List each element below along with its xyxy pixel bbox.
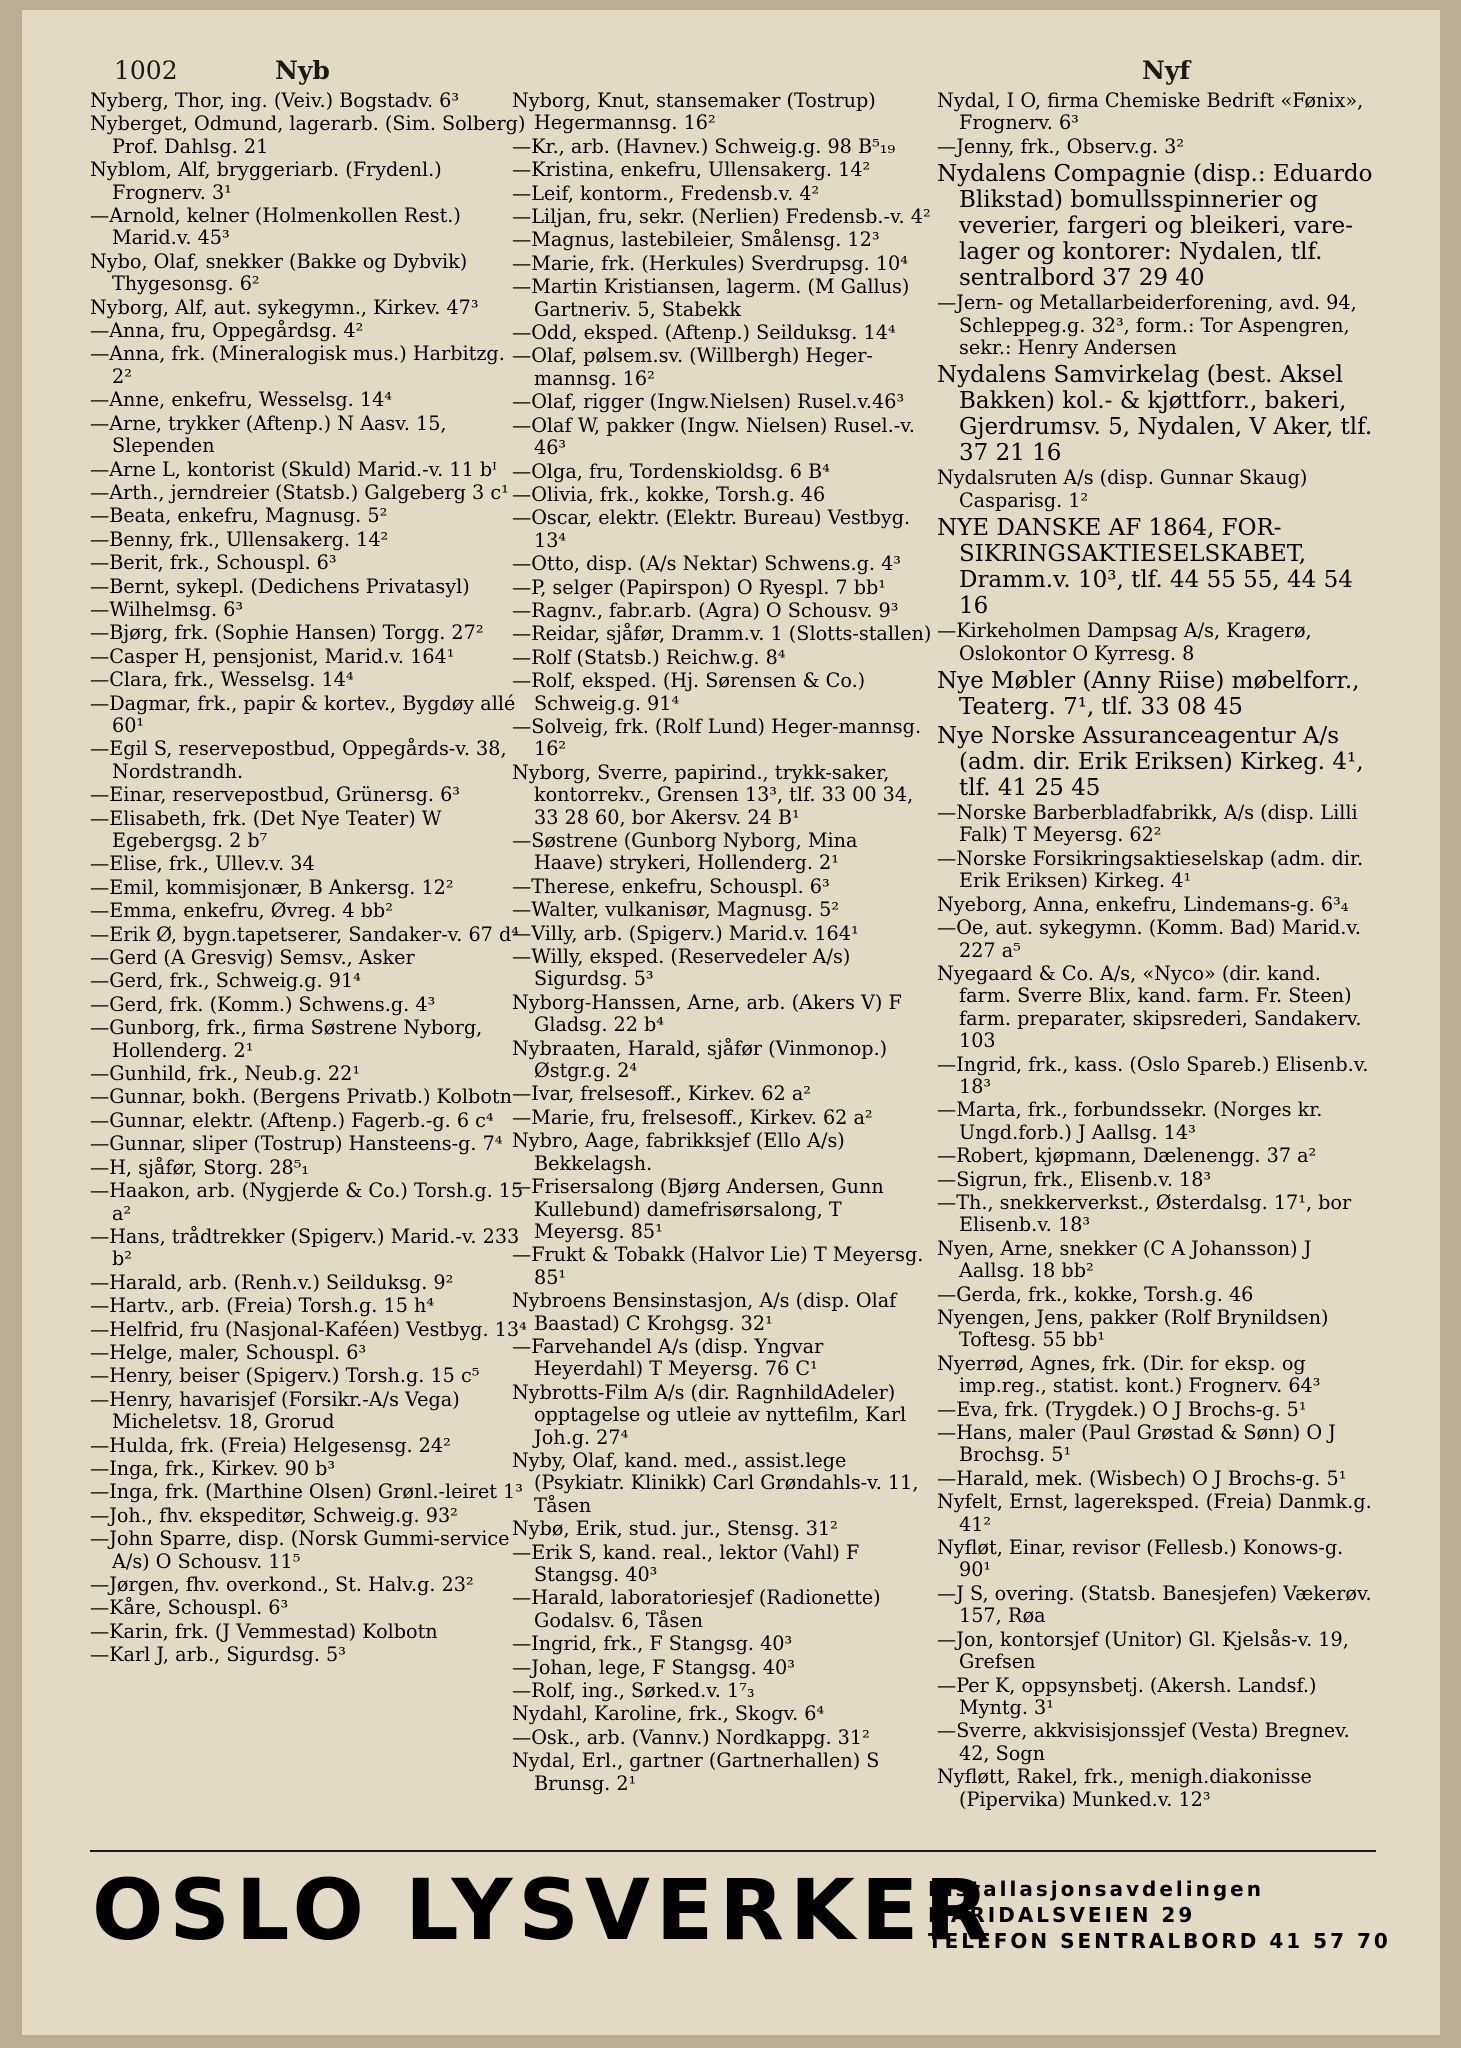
directory-entry: —Inga, frk., Kirkev. 90 b³: [90, 1456, 336, 1480]
directory-entry: —H, sjåfør, Storg. 28⁵₁: [90, 1155, 310, 1179]
directory-entry: Nydal, Erl., gartner (Gartnerhallen) S Brunsg. 2¹: [512, 1749, 880, 1795]
directory-entry: —Arne L, kontorist (Skuld) Marid.-v. 11 bᴵ: [90, 457, 497, 481]
directory-entry: —Frisersalong (Bjørg Andersen, Gunn Kullebund) damefrisørsalong, T Meyersg. 85¹: [512, 1175, 884, 1243]
directory-entry: —Søstrene (Gunborg Nyborg, Mina Haave) strykeri, Hollenderg. 2¹: [512, 829, 858, 875]
directory-entry: —Sverre, akkvisisjonssjef (Vesta) Bregnev. 42, Sogn: [937, 1719, 1350, 1765]
directory-entry: —J S, overing. (Statsb. Banesjefen) Vækerøv. 157, Røa: [937, 1581, 1372, 1628]
directory-entry: —Emil, kommisjonær, B Ankersg. 12²: [90, 875, 454, 899]
directory-entry: —Haakon, arb. (Nygjerde & Co.) Torsh.g. 15 a²: [90, 1179, 524, 1225]
directory-entry: —Benny, frk., Ullensakerg. 14²: [90, 527, 389, 551]
directory-entry: Nydalsruten A/s (disp. Gunnar Skaug) Casparisg. 1²: [937, 466, 1308, 512]
directory-entry: Nybo, Olaf, snekker (Bakke og Dybvik) Thygesonsg. 6²: [90, 249, 468, 296]
directory-entry: —Anna, frk. (Mineralogisk mus.) Harbitzg. 2²: [90, 342, 505, 388]
directory-entry: —Gerd, frk. (Komm.) Schwens.g. 4³: [90, 992, 436, 1016]
directory-entry: —Johan, lege, F Stangsg. 40³: [512, 1655, 795, 1679]
directory-entry: —Jern- og Metallarbeiderforening, avd. 94, Schleppeg.g. 32³, form.: Tor Aspengren, sekr.: Henry Andersen: [937, 291, 1357, 360]
directory-entry: —Erik S, kand. real., lektor (Vahl) F Stangsg. 40³: [512, 1540, 860, 1586]
directory-entry: —Hans, maler (Paul Grøstad & Sønn) O J Brochsg. 5¹: [937, 1421, 1336, 1467]
directory-entry: —Wilhelmsg. 6³: [90, 597, 244, 621]
directory-entry: —Gunnar, bokh. (Bergens Privatb.) Kolbotn: [90, 1085, 512, 1109]
directory-entry: —Norske Forsikringsaktieselskap (adm. dir. Erik Eriksen) Kirkeg. 4¹: [937, 846, 1364, 893]
directory-entry: Nybraaten, Harald, sjåfør (Vinmonop.) Østgr.g. 2⁴: [512, 1036, 888, 1083]
directory-entry: Nye Møbler (Anny Riise) møbelforr., Teaterg. 7¹, tlf. 33 08 45: [937, 668, 1360, 721]
directory-entry: —Emma, enkefru, Øvreg. 4 bb²: [90, 899, 393, 923]
directory-entry: —Martin Kristiansen, lagerm. (M Gallus) Gartneriv. 5, Stabekk: [512, 275, 910, 321]
directory-entry: Nyfløtt, Rakel, frk., menigh.diakonisse (Pipervika) Munked.v. 12³: [937, 1765, 1312, 1811]
directory-entry: —Helfrid, fru (Nasjonal-Kaféen) Vestbyg. 13⁴: [90, 1317, 527, 1341]
directory-entry: —Olga, fru, Tordenskioldsg. 6 B⁴: [512, 459, 830, 483]
directory-entry: —Th., snekkerverkst., Østerdalsg. 17¹, bor Elisenb.v. 18³: [937, 1190, 1352, 1237]
directory-entry: Nyberg, Thor, ing. (Veiv.) Bogstadv. 6³: [90, 90, 460, 112]
directory-entry: —Berit, frk., Schouspl. 6³: [90, 551, 337, 575]
directory-entry: —Anne, enkefru, Wesselsg. 14⁴: [90, 388, 392, 412]
directory-entry: Nybrotts-Film A/s (dir. RagnhildAdeler) opptagelse og utleie av nyttefilm, Karl Joh.g. 27⁴: [512, 1380, 907, 1449]
directory-entry: Nyberget, Odmund, lagerarb. (Sim. Solberg) Prof. Dahlsg. 21: [90, 112, 526, 158]
directory-entry: —Walter, vulkanisør, Magnusg. 5²: [512, 898, 840, 922]
directory-entry: —Rolf, ing., Sørked.v. 1⁷₃: [512, 1679, 755, 1703]
directory-entry: —Farvehandel A/s (disp. Yngvar Heyerdahl) T Meyersg. 76 C¹: [512, 1334, 824, 1381]
column-right: [937, 90, 1377, 1895]
directory-entry: —Kr., arb. (Havnev.) Schweig.g. 98 B⁵₁₉: [512, 134, 896, 158]
advert-divider: [90, 1850, 1376, 1852]
directory-entry: —Hans, trådtrekker (Spigerv.) Marid.-v. 233 b²: [90, 1224, 520, 1271]
directory-entry: —Robert, kjøpmann, Dælenengg. 37 a²: [937, 1144, 1317, 1168]
directory-entry: —Arne, trykker (Aftenp.) N Aasv. 15, Slependen: [90, 411, 447, 458]
directory-entry: —Otto, disp. (A/s Nektar) Schwens.g. 4³: [512, 552, 901, 576]
directory-entry: —Willy, eksped. (Reservedeler A/s) Sigurdsg. 5³: [512, 945, 851, 991]
advert-line-2: MARIDALSVEIEN 29: [928, 1903, 1196, 1927]
directory-entry: —Karin, frk. (J Vemmestad) Kolbotn: [90, 1619, 438, 1643]
directory-entry: —Kåre, Schouspl. 6³: [90, 1596, 289, 1620]
directory-entry: Nyegaard & Co. A/s, «Nyco» (dir. kand. farm. Sverre Blix, kand. farm. Fr. Steen) farm. preparater, skipsrederi, Sandakerv. 103: [937, 961, 1362, 1053]
directory-entry: Nybø, Erik, stud. jur., Stensg. 31²: [512, 1517, 838, 1541]
directory-entry: —Frukt & Tobakk (Halvor Lie) T Meyersg. 85¹: [512, 1243, 924, 1289]
directory-entry: Nyborg, Alf, aut. sykegymn., Kirkev. 47³: [90, 295, 479, 319]
directory-entry: —Marie, frk. (Herkules) Sverdrupsg. 10⁴: [512, 251, 908, 275]
directory-entry: Nydahl, Karoline, frk., Skogv. 6⁴: [512, 1702, 825, 1726]
directory-entry: —Gunnar, sliper (Tostrup) Hansteens-g. 7⁴: [90, 1132, 503, 1156]
directory-entry: —Oe, aut. sykegymn. (Komm. Bad) Marid.v. 227 a⁵: [937, 916, 1362, 962]
directory-entry: —Hartv., arb. (Freia) Torsh.g. 15 h⁴: [90, 1294, 435, 1318]
directory-entry: —Jørgen, fhv. overkond., St. Halv.g. 23²: [90, 1573, 474, 1596]
directory-entry: Nydalens Compagnie (disp.: Eduardo Blikstad) bomullsspinnerier og veverier, fargeri og bleikeri, vare-lager og kontorer: Nydalen, tlf. sentralbord 37 29 40: [937, 161, 1373, 292]
directory-entry: —Gerda, frk., kokke, Torsh.g. 46: [937, 1282, 1254, 1306]
directory-entry: —Egil S, reservepostbud, Oppegårds-v. 38, Nordstrandh.: [90, 737, 507, 783]
directory-entry: —Reidar, sjåfør, Dramm.v. 1 (Slotts-stallen): [512, 622, 932, 646]
directory-entry: —Bernt, sykepl. (Dedichens Privatasyl): [90, 574, 470, 598]
directory-entry: —Ingrid, frk., F Stangsg. 40³: [512, 1632, 793, 1656]
directory-entry: —P, selger (Papirspon) O Ryespl. 7 bb¹: [512, 575, 887, 599]
directory-entry: —Harald, mek. (Wisbech) O J Brochs-g. 5¹: [937, 1466, 1347, 1490]
directory-entry: Nyborg, Knut, stansemaker (Tostrup) Hegermannsg. 16²: [512, 90, 876, 135]
directory-entry: Nyfelt, Ernst, lagereksped. (Freia) Danmk.g. 41²: [937, 1490, 1372, 1536]
page-number: 1002: [114, 56, 178, 85]
directory-entry: —Henry, havarisjef (Forsikr.-A/s Vega) Micheletsv. 18, Grorud: [90, 1387, 460, 1434]
directory-entry: —Gerd (A Gresvig) Semsv., Asker: [90, 946, 415, 970]
directory-entry: Nydal, I O, firma Chemiske Bedrift «Fønix», Frognerv. 6³: [937, 90, 1364, 135]
directory-entry: —Magnus, lastebileier, Smålensg. 12³: [512, 228, 880, 252]
directory-entry: —Kristina, enkefru, Ullensakerg. 14²: [512, 158, 871, 182]
directory-entry: —Rolf, eksped. (Hj. Sørensen & Co.) Schweig.g. 91⁴: [512, 669, 866, 715]
directory-entry: —Anna, fru, Oppegårdsg. 4²: [90, 319, 364, 343]
directory-entry: —Sigrun, frk., Elisenb.v. 18³: [937, 1167, 1212, 1191]
directory-entry: —Jon, kontorsjef (Unitor) Gl. Kjelsås-v. 19, Grefsen: [937, 1627, 1349, 1674]
directory-entry: —Elise, frk., Ullev.v. 34: [90, 852, 315, 876]
directory-entry: Nyeborg, Anna, enkefru, Lindemans-g. 6³₄: [937, 892, 1349, 916]
left-running-head: Nyb: [275, 56, 330, 85]
directory-entry: —Joh., fhv. ekspeditør, Schweig.g. 93²: [90, 1503, 458, 1527]
directory-entry: —Olivia, frk., kokke, Torsh.g. 46: [512, 482, 826, 506]
directory-entry: —Kirkeholmen Dampsag A/s, Kragerø, Oslokontor O Kyrresg. 8: [937, 619, 1312, 665]
directory-entry: Nybroens Bensinstasjon, A/s (disp. Olaf Baastad) C Krohgsg. 32¹: [512, 1289, 897, 1335]
directory-entry: —Beata, enkefru, Magnusg. 5²: [90, 504, 388, 528]
directory-entry: —Marie, fru, frelsesoff., Kirkev. 62 a²: [512, 1105, 873, 1129]
directory-entry: —Arnold, kelner (Holmenkollen Rest.) Marid.v. 45³: [90, 204, 461, 250]
directory-entry: —Arth., jerndreier (Statsb.) Galgeberg 3 c¹: [90, 480, 509, 504]
directory-entry: Nyfløt, Einar, revisor (Fellesb.) Konows-g. 90¹: [937, 1536, 1344, 1582]
directory-entry: —Liljan, fru, sekr. (Nerlien) Fredensb.-v. 4²: [512, 205, 931, 229]
directory-entry: Nyblom, Alf, bryggeriarb. (Frydenl.) Frognerv. 3¹: [90, 158, 442, 204]
directory-entry: —Harald, laboratoriesjef (Radionette) Godalsv. 6, Tåsen: [512, 1586, 881, 1632]
directory-entry: —Odd, eksped. (Aftenp.) Seilduksg. 14⁴: [512, 321, 896, 345]
directory-entry: —Gunnar, elektr. (Aftenp.) Fagerb.-g. 6 c⁴: [90, 1108, 494, 1132]
directory-entry: —Gerd, frk., Schweig.g. 91⁴: [90, 969, 361, 993]
advert-line-3: TELEFON SENTRALBORD 41 57 70: [928, 1929, 1391, 1953]
directory-entry: —Therese, enkefru, Schouspl. 6³: [512, 874, 830, 898]
directory-entry: —Einar, reservepostbud, Grünersg. 6³: [90, 783, 460, 807]
directory-entry: —Eva, frk. (Trygdek.) O J Brochs-g. 5¹: [937, 1397, 1307, 1421]
directory-entry: —Solveig, frk. (Rolf Lund) Heger-mannsg. 16²: [512, 714, 922, 761]
directory-entry: —Leif, kontorm., Fredensb.v. 4²: [512, 181, 820, 205]
directory-entry: Nyborg-Hanssen, Arne, arb. (Akers V) F Gladsg. 22 b⁴: [512, 990, 902, 1037]
directory-entry: NYE DANSKE AF 1864, FOR-SIKRINGSAKTIESELSKABET, Dramm.v. 10³, tlf. 44 55 55, 44 54 16: [937, 515, 1353, 620]
advert-line-1: Installasjonsavdelingen: [928, 1877, 1264, 1901]
directory-entry: —John Sparre, disp. (Norsk Gummi-service A/s) O Schousv. 11⁵: [90, 1527, 510, 1573]
advert-brand: OSLO LYSVERKER: [92, 1861, 996, 1959]
directory-entry: —Norske Barberbladfabrikk, A/s (disp. Lilli Falk) T Meyersg. 62²: [937, 801, 1358, 847]
directory-entry: Nyerrød, Agnes, frk. (Dir. for eksp. og imp.reg., statist. kont.) Frognerv. 64³: [937, 1351, 1321, 1398]
advert-info: [928, 1876, 1391, 1954]
directory-entry: —Elisabeth, frk. (Det Nye Teater) W Egebergsg. 2 b⁷: [90, 806, 442, 852]
directory-entry: Nyengen, Jens, pakker (Rolf Brynildsen) Toftesg. 55 bb¹: [937, 1306, 1329, 1352]
directory-entry: —Gunhild, frk., Neub.g. 22¹: [90, 1062, 361, 1086]
directory-entry: Nybro, Aage, fabrikksjef (Ello A/s) Bekkelagsh.: [512, 1129, 845, 1175]
directory-entry: —Ragnv., fabr.arb. (Agra) O Schousv. 9³: [512, 598, 899, 622]
directory-entry: —Henry, beiser (Spigerv.) Torsh.g. 15 c⁵: [90, 1364, 480, 1388]
directory-entry: —Oscar, elektr. (Elektr. Bureau) Vestbyg. 13⁴: [512, 506, 911, 552]
directory-entry: —Ivar, frelsesoff., Kirkev. 62 a²: [512, 1082, 811, 1106]
directory-entry: —Helge, maler, Schouspl. 6³: [90, 1340, 367, 1364]
directory-entry: —Karl J, arb., Sigurdsg. 5³: [90, 1643, 346, 1667]
directory-entry: —Dagmar, frk., papir & kortev., Bygdøy allé 60¹: [90, 691, 516, 737]
directory-entry: —Ingrid, frk., kass. (Oslo Spareb.) Elisenb.v. 18³: [937, 1052, 1369, 1098]
directory-entry: —Per K, oppsynsbetj. (Akersh. Landsf.) Myntg. 3¹: [937, 1673, 1317, 1719]
directory-entry: Nye Norske Assuranceagentur A/s (adm. dir. Erik Eriksen) Kirkeg. 4¹, tlf. 41 25 45: [937, 723, 1364, 802]
directory-entry: —Osk., arb. (Vannv.) Nordkappg. 31²: [512, 1725, 870, 1749]
directory-entry: —Marta, frk., forbundssekr. (Norges kr. Ungd.forb.) J Aallsg. 14³: [937, 1098, 1323, 1144]
right-running-head: Nyf: [1142, 56, 1191, 85]
directory-entry: —Villy, arb. (Spigerv.) Marid.v. 164¹: [512, 921, 859, 945]
directory-entry: —Erik Ø, bygn.tapetserer, Sandaker-v. 67 d⁴: [90, 922, 519, 946]
column-left: [90, 90, 530, 1895]
directory-entry: —Jenny, frk., Observ.g. 3²: [937, 134, 1185, 158]
directory-entry: Nydalens Samvirkelag (best. Aksel Bakken) kol.- & kjøttforr., bakeri, Gjerdrumsv. 5, Nydalen, V Aker, tlf. 37 21 16: [937, 362, 1373, 467]
directory-entry: —Bjørg, frk. (Sophie Hansen) Torgg. 27²: [90, 621, 484, 645]
directory-entry: —Olaf, pølsem.sv. (Willbergh) Heger-mannsg. 16²: [512, 344, 873, 390]
directory-entry: —Olaf, rigger (Ingw.Nielsen) Rusel.v.46³: [512, 390, 905, 414]
directory-entry: —Gunborg, frk., firma Søstrene Nyborg, Hollenderg. 2¹: [90, 1016, 483, 1062]
directory-entry: —Olaf W, pakker (Ingw. Nielsen) Rusel.-v. 46³: [512, 413, 915, 460]
directory-entry: —Clara, frk., Wesselsg. 14⁴: [90, 668, 354, 692]
directory-entry: Nyby, Olaf, kand. med., assist.lege (Psykiatr. Klinikk) Carl Grøndahls-v. 11, Tåsen: [512, 1448, 919, 1517]
directory-entry: —Rolf (Statsb.) Reichw.g. 8⁴: [512, 645, 786, 669]
directory-entry: Nyen, Arne, snekker (C A Johansson) J Aallsg. 18 bb²: [937, 1236, 1312, 1283]
directory-entry: —Harald, arb. (Renh.v.) Seilduksg. 9²: [90, 1270, 454, 1294]
column-middle: [512, 90, 932, 1895]
directory-entry: —Inga, frk. (Marthine Olsen) Grønl.-leiret 1³: [90, 1480, 523, 1504]
directory-entry: —Hulda, frk. (Freia) Helgesensg. 24²: [90, 1433, 451, 1457]
directory-entry: —Casper H, pensjonist, Marid.v. 164¹: [90, 644, 455, 668]
directory-entry: Nyborg, Sverre, papirind., trykk-saker, kontorrekv., Grensen 13³, tlf. 33 00 34, 33 28 60, bor Akersv. 24 B¹: [512, 760, 914, 829]
